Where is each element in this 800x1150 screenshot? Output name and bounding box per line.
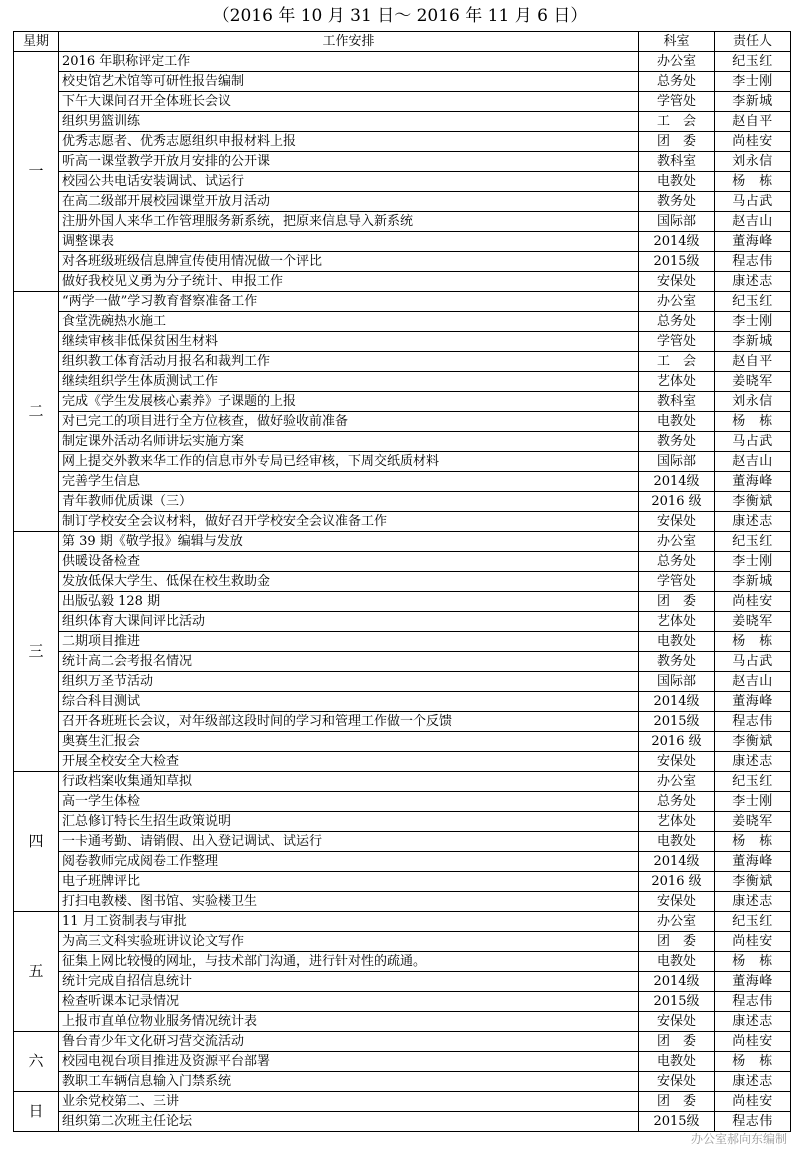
table-row — [14, 112, 791, 132]
task-cell: 上报市直单位物业服务情况统计表 — [59, 1012, 639, 1032]
person-cell: 杨 栋 — [715, 412, 791, 432]
person-cell: 赵吉山 — [715, 212, 791, 232]
task-cell: 教职工车辆信息输入门禁系统 — [59, 1072, 639, 1092]
table-row — [14, 1112, 791, 1132]
table-row — [14, 652, 791, 672]
person-cell: 李新城 — [715, 92, 791, 112]
person-cell: 赵吉山 — [715, 452, 791, 472]
dept-cell: 教科室 — [639, 392, 715, 412]
task-cell: 供暖设备检查 — [59, 552, 639, 572]
table-row — [14, 692, 791, 712]
task-cell: 校园电视台项目推进及资源平台部署 — [59, 1052, 639, 1072]
person-cell: 杨 栋 — [715, 952, 791, 972]
dept-cell: 总务处 — [639, 72, 715, 92]
dept-cell: 办公室 — [639, 52, 715, 72]
dept-cell: 2016 级 — [639, 492, 715, 512]
task-cell: 电子班牌评比 — [59, 872, 639, 892]
dept-cell: 教务处 — [639, 192, 715, 212]
task-cell: 组织体育大课间评比活动 — [59, 612, 639, 632]
task-cell: 完善学生信息 — [59, 472, 639, 492]
table-row — [14, 1032, 791, 1052]
dept-cell: 安保处 — [639, 752, 715, 772]
table-row — [14, 832, 791, 852]
person-cell: 董海峰 — [715, 472, 791, 492]
dept-cell: 学管处 — [639, 332, 715, 352]
task-cell: 奥赛生汇报会 — [59, 732, 639, 752]
table-row — [14, 812, 791, 832]
task-cell: 对各班级班级信息牌宣传使用情况做一个评比 — [59, 252, 639, 272]
person-cell: 李新城 — [715, 332, 791, 352]
person-cell: 董海峰 — [715, 692, 791, 712]
table-row — [14, 912, 791, 932]
dept-cell: 工 会 — [639, 352, 715, 372]
table-row — [14, 892, 791, 912]
person-cell: 杨 栋 — [715, 172, 791, 192]
table-row — [14, 232, 791, 252]
weekday-cell: 四 — [14, 772, 59, 912]
header-row — [14, 32, 791, 52]
person-cell: 姜晓军 — [715, 612, 791, 632]
person-cell: 李衡斌 — [715, 872, 791, 892]
task-cell: 组织男篮训练 — [59, 112, 639, 132]
task-cell: 综合科目测试 — [59, 692, 639, 712]
task-cell: 调整课表 — [59, 232, 639, 252]
table-row — [14, 492, 791, 512]
table-row — [14, 292, 791, 312]
header-task: 工作安排 — [59, 32, 639, 52]
dept-cell: 2014级 — [639, 472, 715, 492]
person-cell: 杨 栋 — [715, 632, 791, 652]
person-cell: 杨 栋 — [715, 832, 791, 852]
dept-cell: 艺体处 — [639, 612, 715, 632]
table-row — [14, 252, 791, 272]
task-cell: 二期项目推进 — [59, 632, 639, 652]
task-cell: 一卡通考勤、请销假、出入登记调试、试运行 — [59, 832, 639, 852]
person-cell: 董海峰 — [715, 852, 791, 872]
task-cell: 开展全校安全大检查 — [59, 752, 639, 772]
task-cell: 优秀志愿者、优秀志愿组织申报材料上报 — [59, 132, 639, 152]
dept-cell: 安保处 — [639, 1012, 715, 1032]
table-row — [14, 332, 791, 352]
table-row — [14, 452, 791, 472]
table-row — [14, 1072, 791, 1092]
table-row — [14, 172, 791, 192]
dept-cell: 安保处 — [639, 272, 715, 292]
dept-cell: 电教处 — [639, 172, 715, 192]
task-cell: 第 39 期《敬学报》编辑与发放 — [59, 532, 639, 552]
person-cell: 马占武 — [715, 432, 791, 452]
table-row — [14, 592, 791, 612]
person-cell: 刘永信 — [715, 392, 791, 412]
table-row — [14, 412, 791, 432]
dept-cell: 办公室 — [639, 912, 715, 932]
dept-cell: 2015级 — [639, 1112, 715, 1132]
dept-cell: 国际部 — [639, 212, 715, 232]
table-row — [14, 732, 791, 752]
person-cell: 尚桂安 — [715, 132, 791, 152]
table-row — [14, 972, 791, 992]
dept-cell: 教务处 — [639, 432, 715, 452]
task-cell: 统计完成自招信息统计 — [59, 972, 639, 992]
person-cell: 李新城 — [715, 572, 791, 592]
task-cell: 注册外国人来华工作管理服务新系统，把原来信息导入新系统 — [59, 212, 639, 232]
task-cell: 继续组织学生体质测试工作 — [59, 372, 639, 392]
table-row — [14, 852, 791, 872]
dept-cell: 团 委 — [639, 592, 715, 612]
task-cell: 组织万圣节活动 — [59, 672, 639, 692]
dept-cell: 办公室 — [639, 772, 715, 792]
dept-cell: 国际部 — [639, 452, 715, 472]
table-row — [14, 92, 791, 112]
header-dept: 科室 — [639, 32, 715, 52]
task-cell: 做好我校见义勇为分子统计、申报工作 — [59, 272, 639, 292]
task-cell: 听高一课堂教学开放月安排的公开课 — [59, 152, 639, 172]
task-cell: 11 月工资制表与审批 — [59, 912, 639, 932]
task-cell: 统计高二会考报名情况 — [59, 652, 639, 672]
table-row — [14, 432, 791, 452]
dept-cell: 艺体处 — [639, 812, 715, 832]
task-cell: 食堂洗碗热水施工 — [59, 312, 639, 332]
header-day: 星期 — [14, 32, 59, 52]
dept-cell: 艺体处 — [639, 372, 715, 392]
person-cell: 康述志 — [715, 892, 791, 912]
person-cell: 康述志 — [715, 512, 791, 532]
table-row — [14, 1012, 791, 1032]
table-row — [14, 672, 791, 692]
dept-cell: 学管处 — [639, 572, 715, 592]
dept-cell: 安保处 — [639, 512, 715, 532]
dept-cell: 电教处 — [639, 952, 715, 972]
header-person: 责任人 — [715, 32, 791, 52]
person-cell: 尚桂安 — [715, 1092, 791, 1112]
task-cell: “两学一做”学习教育督察准备工作 — [59, 292, 639, 312]
weekday-cell: 五 — [14, 912, 59, 1032]
dept-cell: 国际部 — [639, 672, 715, 692]
table-row — [14, 872, 791, 892]
footer-credit: 办公室郝向东编制 — [690, 1132, 787, 1146]
table-row — [14, 1052, 791, 1072]
dept-cell: 2014级 — [639, 692, 715, 712]
table-row — [14, 1092, 791, 1112]
person-cell: 程志伟 — [715, 992, 791, 1012]
table-row — [14, 152, 791, 172]
person-cell: 董海峰 — [715, 232, 791, 252]
task-cell: 阅卷教师完成阅卷工作整理 — [59, 852, 639, 872]
schedule-title: （2016 年 10 月 31 日～ 2016 年 11 月 6 日） — [212, 6, 588, 26]
task-cell: 校园公共电话安装调试、试运行 — [59, 172, 639, 192]
dept-cell: 工 会 — [639, 112, 715, 132]
dept-cell: 安保处 — [639, 1072, 715, 1092]
dept-cell: 电教处 — [639, 412, 715, 432]
table-row — [14, 472, 791, 492]
schedule-body — [14, 52, 791, 1132]
person-cell: 杨 栋 — [715, 1052, 791, 1072]
person-cell: 赵自平 — [715, 352, 791, 372]
dept-cell: 团 委 — [639, 1092, 715, 1112]
task-cell: 青年教师优质课（三） — [59, 492, 639, 512]
task-cell: 业余党校第二、三讲 — [59, 1092, 639, 1112]
table-row — [14, 712, 791, 732]
dept-cell: 安保处 — [639, 892, 715, 912]
weekday-cell: 二 — [14, 292, 59, 532]
task-cell: 2016 年职称评定工作 — [59, 52, 639, 72]
dept-cell: 电教处 — [639, 832, 715, 852]
task-cell: 高一学生体检 — [59, 792, 639, 812]
person-cell: 程志伟 — [715, 1112, 791, 1132]
person-cell: 康述志 — [715, 1072, 791, 1092]
person-cell: 马占武 — [715, 652, 791, 672]
dept-cell: 2014级 — [639, 852, 715, 872]
table-row — [14, 552, 791, 572]
table-row — [14, 792, 791, 812]
task-cell: 发放低保大学生、低保在校生救助金 — [59, 572, 639, 592]
dept-cell: 电教处 — [639, 1052, 715, 1072]
table-row — [14, 952, 791, 972]
task-cell: 完成《学生发展核心素养》子课题的上报 — [59, 392, 639, 412]
task-cell: 制订学校安全会议材料，做好召开学校安全会议准备工作 — [59, 512, 639, 532]
table-row — [14, 72, 791, 92]
table-row — [14, 632, 791, 652]
table-row — [14, 992, 791, 1012]
person-cell: 尚桂安 — [715, 592, 791, 612]
weekday-cell: 三 — [14, 532, 59, 772]
table-row — [14, 512, 791, 532]
dept-cell: 总务处 — [639, 312, 715, 332]
weekday-cell: 六 — [14, 1032, 59, 1092]
person-cell: 程志伟 — [715, 252, 791, 272]
table-row — [14, 572, 791, 592]
person-cell: 康述志 — [715, 1012, 791, 1032]
person-cell: 李衡斌 — [715, 492, 791, 512]
dept-cell: 团 委 — [639, 132, 715, 152]
dept-cell: 学管处 — [639, 92, 715, 112]
person-cell: 程志伟 — [715, 712, 791, 732]
task-cell: 为高三文科实验班讲议论文写作 — [59, 932, 639, 952]
task-cell: 鲁台青少年文化研习营交流活动 — [59, 1032, 639, 1052]
task-cell: 打扫电教楼、图书馆、实验楼卫生 — [59, 892, 639, 912]
person-cell: 纪玉红 — [715, 52, 791, 72]
dept-cell: 团 委 — [639, 1032, 715, 1052]
table-row — [14, 132, 791, 152]
dept-cell: 2016 级 — [639, 732, 715, 752]
table-row — [14, 192, 791, 212]
table-row — [14, 52, 791, 72]
task-cell: 继续审核非低保贫困生材料 — [59, 332, 639, 352]
task-cell: 征集上网比较慢的网址，与技术部门沟通，进行针对性的疏通。 — [59, 952, 639, 972]
table-row — [14, 312, 791, 332]
person-cell: 纪玉红 — [715, 912, 791, 932]
dept-cell: 2015级 — [639, 992, 715, 1012]
person-cell: 纪玉红 — [715, 292, 791, 312]
dept-cell: 电教处 — [639, 632, 715, 652]
task-cell: 组织第二次班主任论坛 — [59, 1112, 639, 1132]
task-cell: 对已完工的项目进行全方位核查，做好验收前准备 — [59, 412, 639, 432]
task-cell: 汇总修订特长生招生政策说明 — [59, 812, 639, 832]
dept-cell: 总务处 — [639, 792, 715, 812]
person-cell: 康述志 — [715, 752, 791, 772]
dept-cell: 团 委 — [639, 932, 715, 952]
table-row — [14, 272, 791, 292]
person-cell: 董海峰 — [715, 972, 791, 992]
person-cell: 李士刚 — [715, 72, 791, 92]
person-cell: 赵自平 — [715, 112, 791, 132]
person-cell: 尚桂安 — [715, 932, 791, 952]
table-row — [14, 612, 791, 632]
dept-cell: 2016 级 — [639, 872, 715, 892]
task-cell: 下午大课间召开全体班长会议 — [59, 92, 639, 112]
table-row — [14, 392, 791, 412]
table-row — [14, 532, 791, 552]
dept-cell: 2014级 — [639, 232, 715, 252]
person-cell: 马占武 — [715, 192, 791, 212]
person-cell: 李士刚 — [715, 792, 791, 812]
person-cell: 姜晓军 — [715, 812, 791, 832]
person-cell: 李士刚 — [715, 312, 791, 332]
person-cell: 纪玉红 — [715, 772, 791, 792]
dept-cell: 教务处 — [639, 652, 715, 672]
task-cell: 在高二级部开展校园课堂开放月活动 — [59, 192, 639, 212]
person-cell: 尚桂安 — [715, 1032, 791, 1052]
task-cell: 检查听课本记录情况 — [59, 992, 639, 1012]
person-cell: 康述志 — [715, 272, 791, 292]
task-cell: 制定课外活动名师讲坛实施方案 — [59, 432, 639, 452]
task-cell: 组织教工体育活动月报名和裁判工作 — [59, 352, 639, 372]
dept-cell: 教科室 — [639, 152, 715, 172]
table-row — [14, 772, 791, 792]
table-row — [14, 352, 791, 372]
task-cell: 出版弘毅 128 期 — [59, 592, 639, 612]
person-cell: 刘永信 — [715, 152, 791, 172]
task-cell: 网上提交外教来华工作的信息市外专局已经审核，下周交纸质材料 — [59, 452, 639, 472]
dept-cell: 2015级 — [639, 712, 715, 732]
person-cell: 李衡斌 — [715, 732, 791, 752]
weekday-cell: 一 — [14, 52, 59, 292]
task-cell: 行政档案收集通知草拟 — [59, 772, 639, 792]
table-row — [14, 212, 791, 232]
dept-cell: 办公室 — [639, 292, 715, 312]
task-cell: 校史馆艺术馆等可研性报告编制 — [59, 72, 639, 92]
table-row — [14, 752, 791, 772]
dept-cell: 2015级 — [639, 252, 715, 272]
dept-cell: 2014级 — [639, 972, 715, 992]
person-cell: 纪玉红 — [715, 532, 791, 552]
person-cell: 赵吉山 — [715, 672, 791, 692]
task-cell: 召开各班班长会议，对年级部这段时间的学习和管理工作做一个反馈 — [59, 712, 639, 732]
person-cell: 姜晓军 — [715, 372, 791, 392]
schedule-table — [13, 31, 791, 1132]
dept-cell: 办公室 — [639, 532, 715, 552]
person-cell: 李士刚 — [715, 552, 791, 572]
dept-cell: 总务处 — [639, 552, 715, 572]
table-row — [14, 932, 791, 952]
table-row — [14, 372, 791, 392]
weekday-cell: 日 — [14, 1092, 59, 1132]
